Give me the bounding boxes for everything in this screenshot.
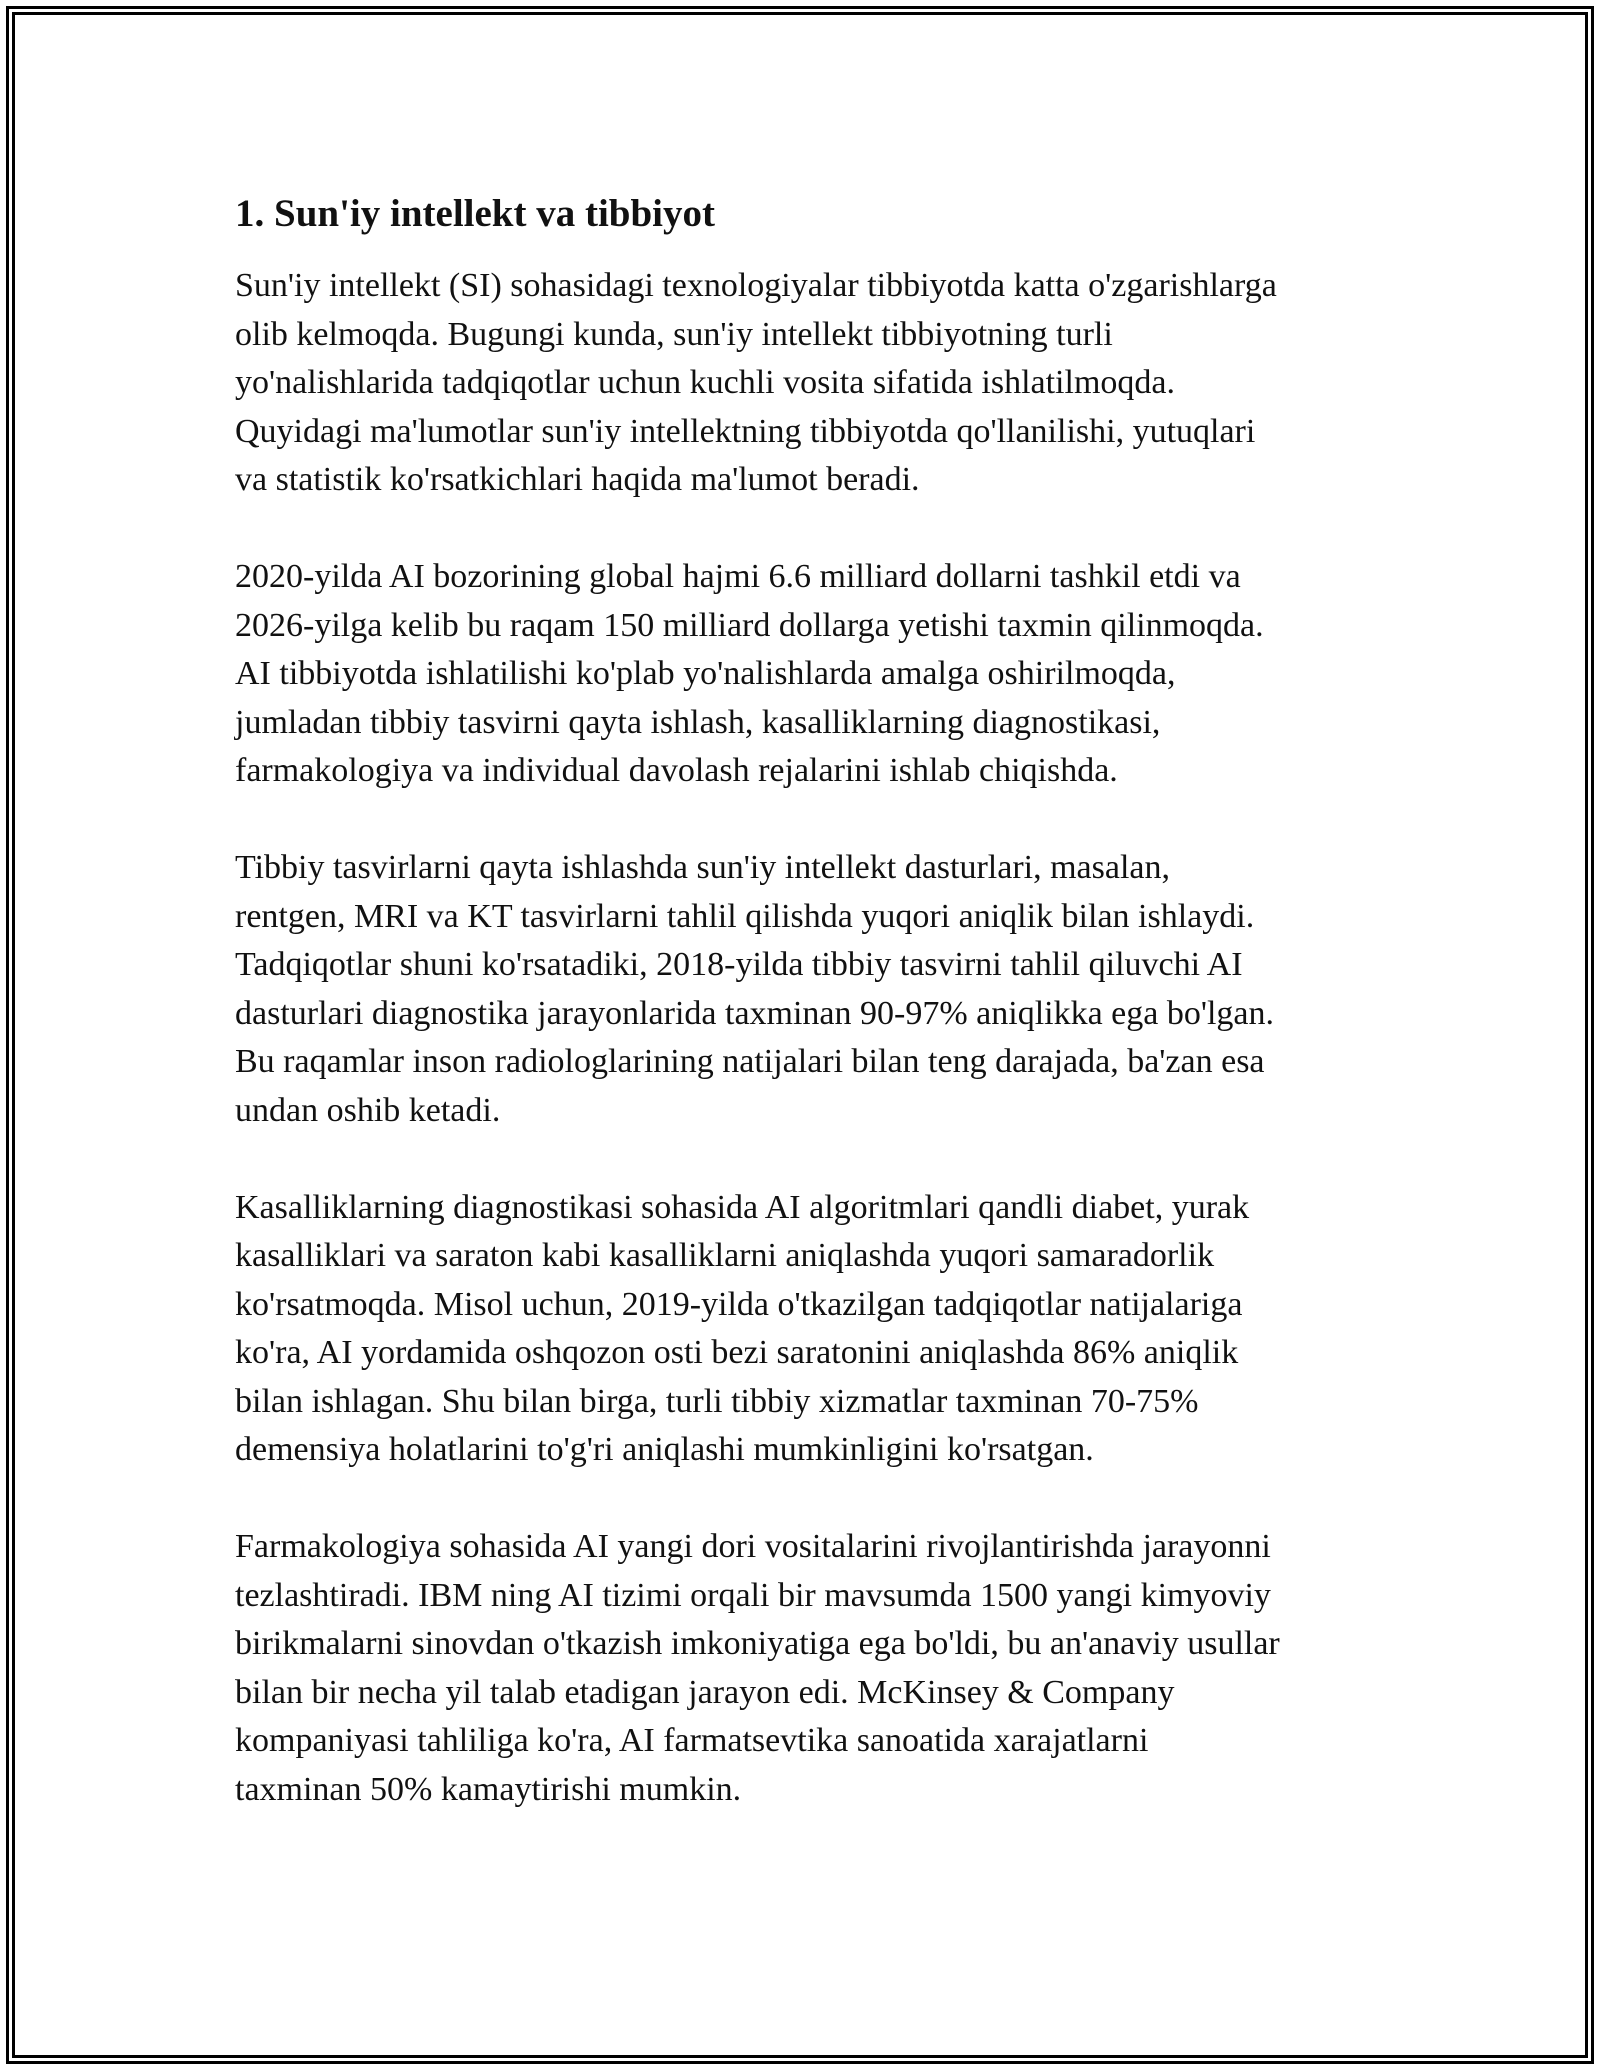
document-body <box>235 188 1385 1863</box>
text-line: 2026-yilga kelib bu raqam 150 milliard dollarga yetishi taxmin qilinmoqda. <box>235 606 1264 644</box>
paragraph-pharmacology <box>235 1523 1385 1814</box>
paragraph-market <box>235 553 1385 796</box>
text-line: Tadqiqotlar shuni ko'rsatadiki, 2018-yilda tibbiy tasvirni tahlil qiluvchi AI <box>235 946 1243 983</box>
section-title: 1. Sun'iy intellekt va tibbiyot <box>235 192 715 235</box>
text-line: demensiya holatlarini to'g'ri aniqlashi mumkinligini ko'rsatgan. <box>235 1431 1094 1468</box>
paragraph-diagnostics <box>235 1184 1385 1475</box>
text-line: va statistik ko'rsatkichlari haqida ma'lumot beradi. <box>235 461 920 498</box>
text-line: rentgen, MRI va KT tasvirlarni tahlil qilishda yuqori aniqlik bilan ishlaydi. <box>235 897 1255 935</box>
text-line: Bu raqamlar inson radiologlarining natijalari bilan teng darajada, ba'zan esa <box>235 1043 1265 1080</box>
paragraph-imaging <box>235 844 1385 1135</box>
text-line: birikmalarni sinovdan o'tkazish imkoniyatiga ega bo'ldi, bu an'anaviy usullar <box>235 1625 1280 1662</box>
text-line: dasturlari diagnostika jarayonlarida taxminan 90-97% aniqlikka ega bo'lgan. <box>235 994 1275 1032</box>
text-line: ko'ra, AI yordamida oshqozon osti bezi saratonini aniqlashda 86% aniqlik <box>235 1334 1239 1371</box>
text-line: 2020-yilda AI bozorining global hajmi 6.6 milliard dollarni tashkil etdi va <box>235 558 1241 595</box>
text-line: ko'rsatmoqda. Misol uchun, 2019-yilda o'tkazilgan tadqiqotlar natijalariga <box>235 1285 1243 1323</box>
text-line: Quyidagi ma'lumotlar sun'iy intellektning tibbiyotda qo'llanilishi, yutuqlari <box>235 412 1256 450</box>
text-line: Tibbiy tasvirlarni qayta ishlashda sun'iy intellekt dasturlari, masalan, <box>235 849 1170 886</box>
text-line: yo'nalishlarida tadqiqotlar uchun kuchli vosita sifatida ishlatilmoqda. <box>235 364 1175 401</box>
text-line: tezlashtiradi. IBM ning AI tizimi orqali bir mavsumda 1500 yangi kimyoviy <box>235 1576 1271 1614</box>
text-line: Kasalliklarning diagnostikasi sohasida AI algoritmlari qandli diabet, yurak <box>235 1188 1250 1226</box>
text-line: farmakologiya va individual davolash rejalarini ishlab chiqishda. <box>235 752 1118 789</box>
paragraph-intro <box>235 262 1385 505</box>
text-line: kompaniyasi tahliliga ko'ra, AI farmatsevtika sanoatida xarajatlarni <box>235 1722 1149 1759</box>
text-line: undan oshib ketadi. <box>235 1091 501 1129</box>
text-line: bilan ishlagan. Shu bilan birga, turli tibbiy xizmatlar taxminan 70-75% <box>235 1382 1199 1420</box>
text-line: Farmakologiya sohasida AI yangi dori vositalarini rivojlantirishda jarayonni <box>235 1528 1271 1565</box>
text-line: Sun'iy intellekt (SI) sohasidagi texnologiyalar tibbiyotda katta o'zgarishlarga <box>235 267 1277 304</box>
text-line: jumladan tibbiy tasvirni qayta ishlash, kasalliklarning diagnostikasi, <box>235 703 1161 741</box>
text-line: bilan bir necha yil talab etadigan jarayon edi. McKinsey & Company <box>235 1673 1175 1711</box>
text-line: olib kelmoqda. Bugungi kunda, sun'iy intellekt tibbiyotning turli <box>235 315 1113 353</box>
text-line: AI tibbiyotda ishlatilishi ko'plab yo'nalishlarda amalga oshirilmoqda, <box>235 655 1176 692</box>
text-line: kasalliklari va saraton kabi kasalliklarni aniqlashda yuqori samaradorlik <box>235 1237 1215 1274</box>
text-line: taxminan 50% kamaytirishi mumkin. <box>235 1770 742 1808</box>
